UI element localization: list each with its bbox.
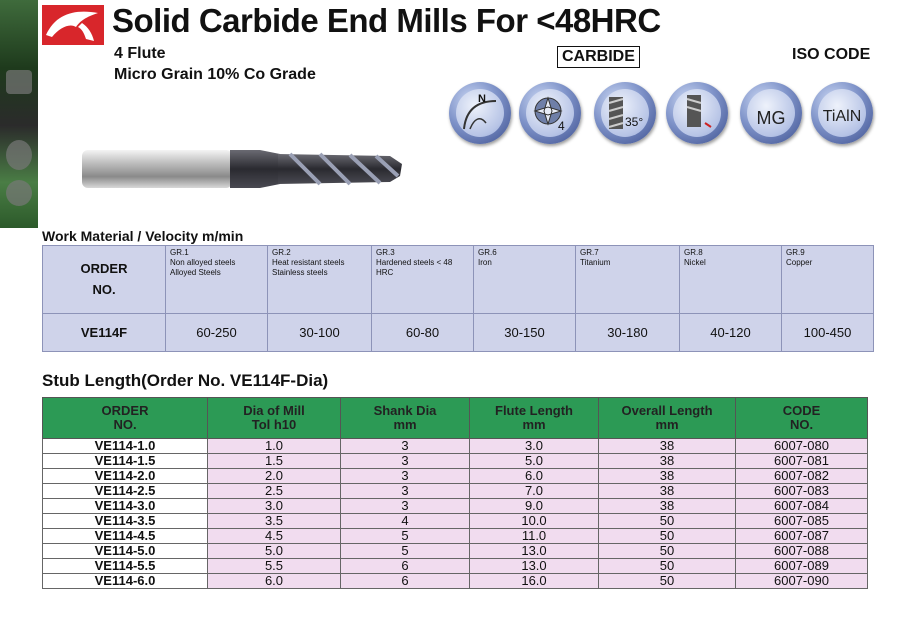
table-cell: 13.0 <box>470 544 599 559</box>
table-cell: 6007-083 <box>736 484 868 499</box>
helix-35-icon <box>594 82 656 144</box>
table-row <box>43 529 868 544</box>
table-cell: 3 <box>341 469 470 484</box>
table-row <box>43 439 868 454</box>
table-cell: VE114-5.5 <box>43 559 208 574</box>
table-cell: 6007-089 <box>736 559 868 574</box>
table-cell: VE114-2.5 <box>43 484 208 499</box>
tialn-coating-icon <box>811 82 873 144</box>
table-cell: 38 <box>599 499 736 514</box>
material-group-gr2: GR.2 Heat resistant steels Stainless steels <box>268 246 372 314</box>
table-cell: 1.0 <box>208 439 341 454</box>
order-no-header: ORDER NO. <box>43 246 166 314</box>
table-cell: 2.5 <box>208 484 341 499</box>
col-overall-length: Overall Length mm <box>599 398 736 439</box>
table-cell: 4.5 <box>208 529 341 544</box>
velocity-gr6: 30-150 <box>474 313 576 351</box>
micro-grain-icon <box>740 82 802 144</box>
table-cell: 5 <box>341 529 470 544</box>
table-cell: 38 <box>599 484 736 499</box>
table-cell: 50 <box>599 574 736 589</box>
table-cell: 3 <box>341 484 470 499</box>
mg-label: MG <box>756 108 786 128</box>
table-cell: 6007-087 <box>736 529 868 544</box>
table-cell: 2.0 <box>208 469 341 484</box>
material-group-gr8: GR.8 Nickel <box>680 246 782 314</box>
end-mill-illustration <box>80 140 410 196</box>
brand-logo <box>42 5 104 45</box>
table-cell: 9.0 <box>470 499 599 514</box>
table-row <box>43 514 868 529</box>
table-cell: 6.0 <box>208 574 341 589</box>
table-row <box>43 574 868 589</box>
table-cell: 38 <box>599 469 736 484</box>
carbide-badge: CARBIDE <box>557 46 640 68</box>
stub-length-title: Stub Length(Order No. VE114F-Dia) <box>42 371 329 390</box>
subtitle-grade: Micro Grain 10% Co Grade <box>114 66 316 83</box>
table-cell: VE114-3.0 <box>43 499 208 514</box>
table-cell: 7.0 <box>470 484 599 499</box>
n-label: N <box>478 93 486 105</box>
table-cell: 5.0 <box>208 544 341 559</box>
table-cell: 10.0 <box>470 514 599 529</box>
table-cell: 1.5 <box>208 454 341 469</box>
table-cell: 3 <box>341 439 470 454</box>
velocity-gr8: 40-120 <box>680 313 782 351</box>
table-row <box>43 454 868 469</box>
table-row <box>43 499 868 514</box>
table-cell: 50 <box>599 514 736 529</box>
material-group-gr3: GR.3 Hardened steels < 48 HRC <box>372 246 474 314</box>
stub-length-table <box>42 397 868 589</box>
catalog-side-photo <box>0 0 38 228</box>
table-cell: 6007-084 <box>736 499 868 514</box>
table-cell: 16.0 <box>470 574 599 589</box>
table-cell: VE114-1.5 <box>43 454 208 469</box>
table-cell: VE114-3.5 <box>43 514 208 529</box>
material-group-gr1: GR.1 Non alloyed steels Alloyed Steels <box>166 246 268 314</box>
velocity-gr1: 60-250 <box>166 313 268 351</box>
table-cell: 3 <box>341 454 470 469</box>
table-cell: VE114-1.0 <box>43 439 208 454</box>
table-cell: VE114-6.0 <box>43 574 208 589</box>
table-cell: 3.0 <box>470 439 599 454</box>
table-cell: 6007-080 <box>736 439 868 454</box>
velocity-gr7: 30-180 <box>576 313 680 351</box>
table-cell: 6007-082 <box>736 469 868 484</box>
table-cell: 50 <box>599 544 736 559</box>
table-cell: VE114-2.0 <box>43 469 208 484</box>
col-flute-length: Flute Length mm <box>470 398 599 439</box>
table-cell: 5 <box>341 544 470 559</box>
material-group-gr7: GR.7 Titanium <box>576 246 680 314</box>
table-cell: 4 <box>341 514 470 529</box>
velocity-gr9: 100-450 <box>782 313 874 351</box>
table-cell: 13.0 <box>470 559 599 574</box>
material-group-gr9: GR.9 Copper <box>782 246 874 314</box>
table-cell: 3 <box>341 499 470 514</box>
subtitle-flute: 4 Flute <box>114 45 166 62</box>
velocity-gr3: 60-80 <box>372 313 474 351</box>
work-material-title: Work Material / Velocity m/min <box>42 228 244 244</box>
table-cell: 6007-081 <box>736 454 868 469</box>
iso-code-label: ISO CODE <box>792 46 871 63</box>
table-row <box>43 469 868 484</box>
helix-angle-label: 35° <box>625 115 644 129</box>
table-cell: 6.0 <box>470 469 599 484</box>
shank-tolerance-icon <box>666 82 728 144</box>
table-cell: 6 <box>341 559 470 574</box>
table-cell: 6 <box>341 574 470 589</box>
col-code-no: CODE NO. <box>736 398 868 439</box>
col-dia-of-mill: Dia of Mill Tol h10 <box>208 398 341 439</box>
table-cell: VE114-5.0 <box>43 544 208 559</box>
table-cell: VE114-4.5 <box>43 529 208 544</box>
n-shape-icon <box>449 82 511 144</box>
flute-count-label: 4 <box>558 119 565 133</box>
table-cell: 3.0 <box>208 499 341 514</box>
table-cell: 5.5 <box>208 559 341 574</box>
col-shank-dia: Shank Dia mm <box>341 398 470 439</box>
four-flute-icon <box>519 82 581 144</box>
table-cell: 50 <box>599 529 736 544</box>
table-cell: 3.5 <box>208 514 341 529</box>
table-row <box>43 544 868 559</box>
page-title: Solid Carbide End Mills For <48HRC <box>112 2 661 39</box>
table-cell: 6007-090 <box>736 574 868 589</box>
tialn-label: TiAlN <box>822 108 862 125</box>
table-cell: 6007-085 <box>736 514 868 529</box>
material-order-no: VE114F <box>43 313 166 351</box>
table-cell: 5.0 <box>470 454 599 469</box>
work-material-table <box>42 245 874 352</box>
material-group-gr6: GR.6 Iron <box>474 246 576 314</box>
table-cell: 38 <box>599 454 736 469</box>
table-cell: 38 <box>599 439 736 454</box>
table-row <box>43 484 868 499</box>
table-cell: 6007-088 <box>736 544 868 559</box>
velocity-gr2: 30-100 <box>268 313 372 351</box>
table-row <box>43 559 868 574</box>
table-cell: 50 <box>599 559 736 574</box>
col-order-no: ORDER NO. <box>43 398 208 439</box>
table-cell: 11.0 <box>470 529 599 544</box>
